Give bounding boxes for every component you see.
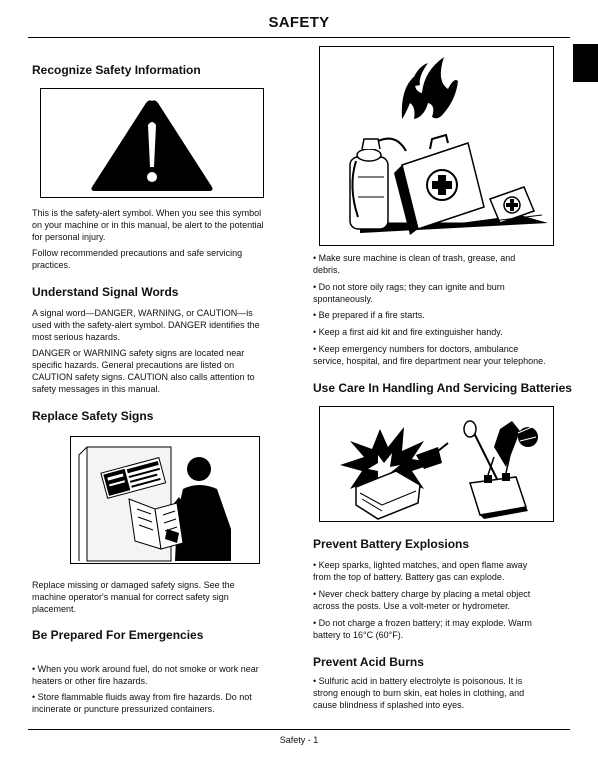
heading-battery-explosions: Prevent Battery Explosions xyxy=(313,537,470,551)
heading-replace-signs: Replace Safety Signs xyxy=(32,409,154,423)
text-line: placement. xyxy=(32,604,77,614)
safety-alert-figure xyxy=(40,88,264,198)
text-line: across the posts. Use a volt-meter or hydrometer. xyxy=(313,601,511,611)
text-line: debris. xyxy=(313,265,341,275)
recognize-para-1 xyxy=(32,207,292,243)
heading-signal-words: Understand Signal Words xyxy=(32,285,179,299)
text-line: from the top of battery. Battery gas can explode. xyxy=(313,572,505,582)
text-line: heaters or other fire hazards. xyxy=(32,676,148,686)
text-line: • Never check battery charge by placing a metal object xyxy=(313,589,531,599)
text-line: Follow recommended precautions and safe servicing xyxy=(32,248,243,258)
text-line: incinerate or puncture pressurized containers. xyxy=(32,704,215,714)
text-line: practices. xyxy=(32,260,71,270)
explosion-bullet-2 xyxy=(313,588,575,612)
text-line: strong enough to burn skin, eat holes in clothing, and xyxy=(313,688,525,698)
text-line: on your machine or in this manual, be alert to the potential xyxy=(32,220,264,230)
text-line: • Keep a first aid kit and fire extinguisher handy. xyxy=(313,327,503,337)
acid-bullet-1 xyxy=(313,675,575,711)
section-tab xyxy=(573,44,598,82)
fire-bullet-3 xyxy=(313,309,575,321)
fire-bullet-1 xyxy=(313,252,575,276)
safety-sign-reader-icon xyxy=(71,437,259,563)
text-line: • Do not store oily rags; they can ignite and burn xyxy=(313,282,505,292)
text-line: spontaneously. xyxy=(313,294,373,304)
fire-extinguisher-first-aid-icon xyxy=(320,47,553,245)
header-rule xyxy=(28,37,570,38)
text-line: Replace missing or damaged safety signs. See the xyxy=(32,580,235,590)
text-line: machine operator's manual for correct safety sign xyxy=(32,592,229,602)
fire-safety-figure xyxy=(319,46,554,246)
signal-para-1 xyxy=(32,307,292,343)
replace-para xyxy=(32,579,292,615)
recognize-para-2 xyxy=(32,247,292,271)
fire-bullet-5 xyxy=(313,343,575,367)
text-line: cause blindness if splashed into eyes. xyxy=(313,700,465,710)
explosion-bullet-1 xyxy=(313,559,575,583)
text-line: DANGER or WARNING safety signs are located near xyxy=(32,348,245,358)
text-line: specific hazards. General precautions are listed on xyxy=(32,360,235,370)
text-line: • Store flammable fluids away from fire hazards. Do not xyxy=(32,692,252,702)
text-line: • Keep emergency numbers for doctors, ambulance xyxy=(313,344,519,354)
text-line: service, hospital, and fire department near your telephone. xyxy=(313,356,546,366)
heading-acid-burns: Prevent Acid Burns xyxy=(313,655,424,669)
text-line: A signal word—DANGER, WARNING, or CAUTION—is xyxy=(32,308,253,318)
text-line: • Sulfuric acid in battery electrolyte is poisonous. It is xyxy=(313,676,523,686)
signal-para-2 xyxy=(32,347,292,395)
explosion-bullet-3 xyxy=(313,617,575,641)
text-line: • Do not charge a frozen battery; it may explode. Warm xyxy=(313,618,532,628)
emergency-bullet-1 xyxy=(32,663,294,687)
emergency-bullet-2 xyxy=(32,691,294,715)
fire-bullet-4 xyxy=(313,326,575,338)
text-line: • Keep sparks, lighted matches, and open flame away xyxy=(313,560,528,570)
text-line: safety messages in this manual. xyxy=(32,384,161,394)
text-line: This is the safety-alert symbol. When you see this symbol xyxy=(32,208,262,218)
text-line: • Be prepared if a fire starts. xyxy=(313,310,425,320)
heading-batteries: Use Care In Handling And Servicing Batteries xyxy=(313,381,572,395)
fire-bullet-2 xyxy=(313,281,575,305)
safety-sign-figure xyxy=(70,436,260,564)
heading-emergencies: Be Prepared For Emergencies xyxy=(32,628,204,642)
page-title: SAFETY xyxy=(268,14,330,31)
battery-figure xyxy=(319,406,554,522)
text-line: used with the safety-alert symbol. DANGER identifies the xyxy=(32,320,260,330)
text-line: • When you work around fuel, do not smoke or work near xyxy=(32,664,259,674)
battery-explosion-icon xyxy=(320,407,553,521)
footer-rule xyxy=(28,729,570,730)
text-line: battery to 16°C (60°F). xyxy=(313,630,404,640)
text-line: CAUTION safety signs. CAUTION also calls attention to xyxy=(32,372,255,382)
text-line: most serious hazards. xyxy=(32,332,121,342)
safety-alert-icon xyxy=(41,89,263,197)
text-line: for personal injury. xyxy=(32,232,106,242)
text-line: • Make sure machine is clean of trash, grease, and xyxy=(313,253,516,263)
page-number: Safety - 1 xyxy=(279,735,319,745)
heading-recognize: Recognize Safety Information xyxy=(32,63,201,77)
